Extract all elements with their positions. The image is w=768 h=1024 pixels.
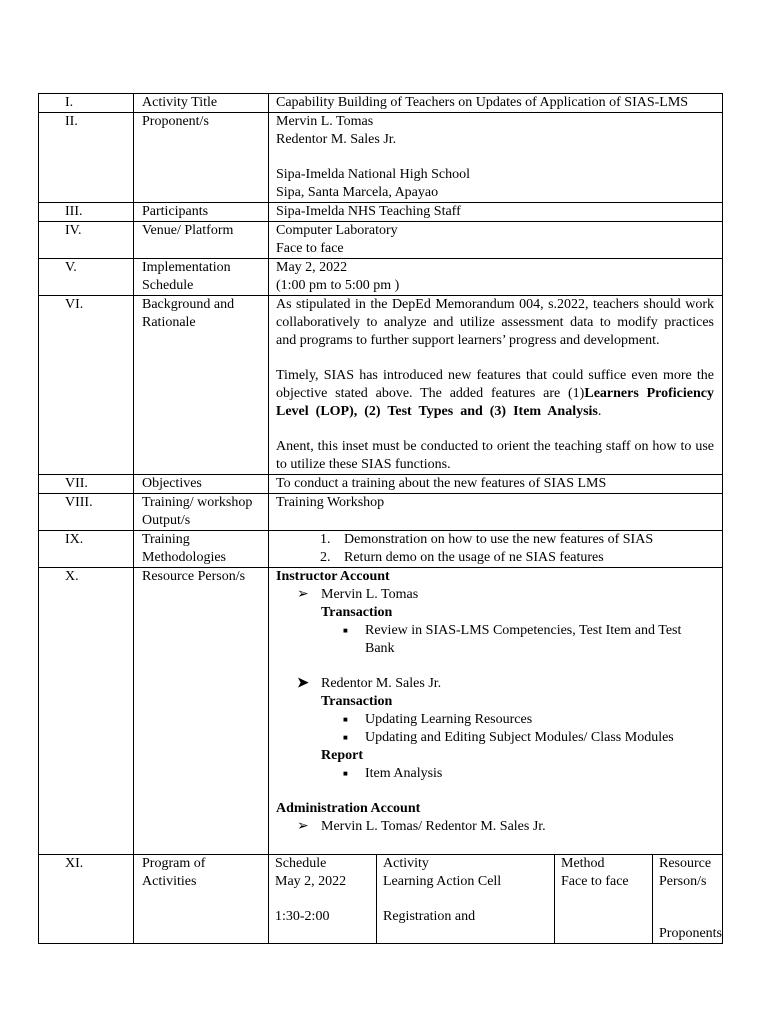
row-number: III. xyxy=(39,203,134,222)
row-number: VIII. xyxy=(39,494,134,531)
table-row xyxy=(39,259,723,296)
row-number: X. xyxy=(39,568,134,855)
table-row xyxy=(39,855,723,944)
row-number: V. xyxy=(39,259,134,296)
person-item xyxy=(276,818,714,836)
person-name: Mervin L. Tomas xyxy=(321,587,419,602)
content-line: Mervin L. Tomas xyxy=(276,114,374,129)
row-content xyxy=(269,222,723,259)
content-line: Sipa-Imelda National High School xyxy=(276,167,471,182)
table-row xyxy=(39,203,723,222)
row-label: Venue/ Platform xyxy=(134,222,269,259)
content-line: Computer Laboratory xyxy=(276,223,398,238)
bullet-text: Updating and Editing Subject Modules/ Class Modules xyxy=(365,730,674,745)
activity-text: Learning Action Cell xyxy=(383,874,502,889)
activity-column xyxy=(377,855,555,943)
label-line: Output/s xyxy=(142,513,191,528)
square-bullet-icon: ■ xyxy=(343,626,348,635)
row-label: Objectives xyxy=(134,475,269,494)
person-item xyxy=(276,586,714,604)
person-item xyxy=(276,675,714,693)
bullet-item xyxy=(276,729,714,747)
paragraph-line: and programs to further support learners’ progress and development. xyxy=(276,333,660,348)
row-number: I. xyxy=(39,94,134,113)
list-item xyxy=(276,549,714,567)
table-row xyxy=(39,113,723,203)
activity-header: Activity xyxy=(383,856,429,871)
list-item-text: Return demo on the usage of ne SIAS features xyxy=(344,550,604,565)
row-label: Proponent/s xyxy=(134,113,269,203)
list-number: 2. xyxy=(320,550,331,565)
label-line: Activities xyxy=(142,874,197,889)
section-heading: Administration Account xyxy=(276,801,421,816)
row-label xyxy=(134,855,269,944)
resource-header: Resource xyxy=(659,856,712,871)
program-table xyxy=(269,855,722,943)
row-label: Resource Person/s xyxy=(134,568,269,855)
section-heading: Instructor Account xyxy=(276,569,390,584)
label-line: Implementation xyxy=(142,260,231,275)
activity-proposal-table xyxy=(38,93,723,944)
schedule-column xyxy=(269,855,377,943)
feature-text: Level (LOP), (2) Test Types and (3) Item Analysis xyxy=(276,404,598,419)
label-line: Rationale xyxy=(142,315,196,330)
bullet-item xyxy=(276,711,714,729)
person-name: Mervin L. Tomas/ Redentor M. Sales Jr. xyxy=(321,819,546,834)
content-line: Sipa, Santa Marcela, Apayao xyxy=(276,185,439,200)
row-content: To conduct a training about the new features of SIAS LMS xyxy=(269,475,723,494)
row-content xyxy=(269,296,723,475)
bullet-text: Review in SIAS-LMS Competencies, Test Item and Test xyxy=(365,623,682,638)
row-content: Sipa-Imelda NHS Teaching Staff xyxy=(269,203,723,222)
row-label xyxy=(134,259,269,296)
resource-text: Proponents xyxy=(659,926,722,941)
schedule-time: 1:30-2:00 xyxy=(275,909,330,924)
row-content xyxy=(269,113,723,203)
arrowhead-bullet-icon: ➢ xyxy=(297,819,309,834)
table-row xyxy=(39,94,723,113)
list-item xyxy=(276,531,714,549)
row-number: XI. xyxy=(39,855,134,944)
row-content xyxy=(269,259,723,296)
row-content: Capability Building of Teachers on Updates of Application of SIAS-LMS xyxy=(269,94,723,113)
row-label: Activity Title xyxy=(134,94,269,113)
label-line: Schedule xyxy=(142,278,194,293)
table-row xyxy=(39,475,723,494)
subheading: Transaction xyxy=(321,694,393,709)
paragraph-line xyxy=(276,385,714,403)
row-label xyxy=(134,531,269,568)
subheading: Report xyxy=(321,748,363,763)
row-label xyxy=(134,494,269,531)
bullet-text: Updating Learning Resources xyxy=(365,712,533,727)
method-column xyxy=(555,855,653,943)
list-number: 1. xyxy=(320,532,331,547)
feature-text: Learners Proficiency xyxy=(584,386,714,401)
method-text: Face to face xyxy=(561,874,629,889)
row-label: Participants xyxy=(134,203,269,222)
paragraph-line: Anent, this inset must be conducted to orient the teaching staff on how to use xyxy=(276,439,714,454)
table-row xyxy=(39,568,723,855)
label-line: Background and xyxy=(142,297,235,312)
table-row xyxy=(39,222,723,259)
square-bullet-icon: ■ xyxy=(343,769,348,778)
row-content xyxy=(269,531,723,568)
paragraph-line: to utilize these SIAS functions. xyxy=(276,457,451,472)
content-line: May 2, 2022 xyxy=(276,260,348,275)
paragraph-text: . xyxy=(597,404,602,419)
row-number: IV. xyxy=(39,222,134,259)
bullet-item xyxy=(276,765,714,783)
program-cell xyxy=(269,855,723,944)
paragraph-line: Timely, SIAS has introduced new features that could suffice even more the xyxy=(276,368,714,383)
label-line: Program of xyxy=(142,856,206,871)
label-line: Methodologies xyxy=(142,550,226,565)
row-content xyxy=(269,568,723,855)
schedule-header: Schedule xyxy=(275,856,327,871)
row-number: VI. xyxy=(39,296,134,475)
arrowhead-bullet-icon: ➢ xyxy=(297,587,309,602)
label-line: Training xyxy=(142,532,190,547)
bullet-item xyxy=(276,622,714,658)
schedule-date: May 2, 2022 xyxy=(275,874,347,889)
resource-column xyxy=(653,855,723,943)
paragraph-line: collaboratively to analyze and utilize assessment data to modify practices xyxy=(276,315,714,330)
table-row xyxy=(39,531,723,568)
activity-text: Registration and xyxy=(383,909,476,924)
subheading: Transaction xyxy=(321,605,393,620)
person-name: Redentor M. Sales Jr. xyxy=(321,676,442,691)
square-bullet-icon: ■ xyxy=(343,733,348,742)
row-label xyxy=(134,296,269,475)
method-header: Method xyxy=(561,856,605,871)
paragraph-text: objective stated above. The added features are (1) xyxy=(276,386,585,401)
row-content: Training Workshop xyxy=(269,494,723,531)
paragraph-line: As stipulated in the DepEd Memorandum 004, s.2022, teachers should work xyxy=(276,297,714,312)
document-page xyxy=(38,93,723,944)
table-row xyxy=(39,296,723,475)
list-item-text: Demonstration on how to use the new features of SIAS xyxy=(344,532,654,547)
row-number: II. xyxy=(39,113,134,203)
content-line: (1:00 pm to 5:00 pm ) xyxy=(276,278,400,293)
row-number: IX. xyxy=(39,531,134,568)
content-line: Redentor M. Sales Jr. xyxy=(276,132,397,147)
content-line: Face to face xyxy=(276,241,344,256)
square-bullet-icon: ■ xyxy=(343,715,348,724)
paragraph-line xyxy=(276,403,714,421)
label-line: Training/ workshop xyxy=(142,495,253,510)
resource-header: Person/s xyxy=(659,874,707,889)
bullet-text: Item Analysis xyxy=(365,766,443,781)
table-row xyxy=(39,494,723,531)
arrowhead-bullet-icon: ➤ xyxy=(297,676,309,691)
row-number: VII. xyxy=(39,475,134,494)
bullet-text: Bank xyxy=(365,641,395,656)
